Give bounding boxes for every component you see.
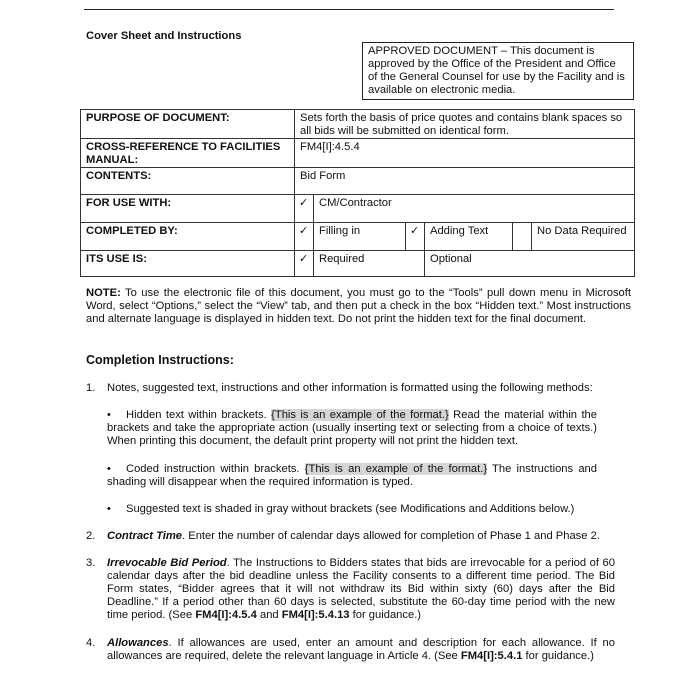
crossref-row	[81, 139, 635, 168]
no-data-required-option: No Data Required	[532, 223, 635, 251]
bullet-1-post: Read the material within the brackets and take the appropriate action (usually inserting text or selecting from a choice of texts.) When printing this document, the default print property will not print the hidden text.	[107, 409, 597, 447]
bullet-2-text	[107, 463, 597, 489]
required-option: Required	[314, 251, 425, 277]
item-4-number: 4.	[86, 637, 96, 649]
bullet-1-example: {This is an example of the format.}	[271, 409, 449, 421]
note-paragraph	[86, 287, 631, 326]
bullet-1-icon: •	[107, 409, 111, 421]
bullet-2-pre: Coded instruction within brackets.	[126, 463, 305, 475]
completion-heading: Completion Instructions:	[86, 353, 234, 367]
purpose-value: Sets forth the basis of price quotes and contains blank spaces so all bids will be submitted on identical form.	[295, 110, 635, 139]
crossref-label: CROSS-REFERENCE TO FACILITIES MANUAL:	[81, 139, 295, 168]
for-use-check-icon: ✓	[295, 195, 314, 223]
item-3-text	[107, 557, 615, 622]
item-1-number: 1.	[86, 382, 96, 394]
use-is-label: ITS USE IS:	[81, 251, 295, 277]
crossref-value: FM4[I]:4.5.4	[295, 139, 635, 168]
completed-by-label: COMPLETED BY:	[81, 223, 295, 251]
item-4-body-a: . If allowances are used, enter an amount and description for each allowance. If no allowances are required, delete the relevant language in Article 4. (See	[107, 637, 615, 662]
item-3-title: Irrevocable Bid Period	[107, 557, 227, 569]
optional-option: Optional	[425, 251, 635, 277]
bullet-3-icon: •	[107, 503, 111, 515]
cover-title: Cover Sheet and Instructions	[86, 30, 242, 42]
filling-in-check-icon: ✓	[295, 223, 314, 251]
bullet-1-pre: Hidden text within brackets.	[126, 409, 272, 421]
filling-in-option: Filling in	[314, 223, 406, 251]
item-4-body-b: for guidance.)	[522, 650, 594, 662]
use-is-row	[81, 251, 635, 277]
adding-text-check-icon: ✓	[406, 223, 425, 251]
note-label: NOTE:	[86, 287, 121, 299]
item-1-text: Notes, suggested text, instructions and other information is formatted using the following methods:	[107, 382, 593, 394]
approved-document-box: APPROVED DOCUMENT – This document is approved by the Office of the President and Office of the General Counsel for use by the Facility and is available on electronic media.	[362, 42, 634, 100]
document-info-table	[80, 109, 635, 277]
item-4-ref: FM4[I]:5.4.1	[460, 650, 523, 662]
for-use-row	[81, 195, 635, 223]
required-check-icon: ✓	[295, 251, 314, 277]
completed-by-row	[81, 223, 635, 251]
purpose-row	[81, 110, 635, 139]
bullet-2-example: {This is an example of the format.}	[304, 463, 488, 475]
item-2-body: . Enter the number of calendar days allowed for completion of Phase 1 and Phase 2.	[182, 530, 600, 542]
purpose-label: PURPOSE OF DOCUMENT:	[81, 110, 295, 139]
no-data-check-box	[513, 223, 532, 251]
item-3-body-a: . The Instructions to Bidders states that bids are irrevocable for a period of 60 calendar days after the bid deadline unless the Facility consents to a different time period. The Bid Form states, “Bidder agrees that it will not withdraw its Bid within sixty (60) days after the Bid Deadline.” If a period other than 60 days is selected, substitute the 60-day time period with the new time period. (See	[107, 557, 615, 621]
adding-text-option: Adding Text	[425, 223, 513, 251]
for-use-label: FOR USE WITH:	[81, 195, 295, 223]
item-4-title: Allowances	[107, 637, 169, 649]
contents-row	[81, 168, 635, 195]
bullet-2-icon: •	[107, 463, 111, 475]
top-rule	[84, 9, 614, 10]
item-2-text	[107, 530, 627, 543]
contents-label: CONTENTS:	[81, 168, 295, 195]
bullet-1-text	[107, 409, 597, 448]
contents-value: Bid Form	[295, 168, 635, 195]
item-3-number: 3.	[86, 557, 96, 569]
note-text: To use the electronic file of this document, you must go to the “Tools” pull down menu in Microsoft Word, select “Options,” select the “View” tab, and then put a check in the box “Hidden text.” Most instructions and alternate language is displayed in hidden text. Do not print the hidden text for the final document.	[86, 287, 631, 325]
bullet-2-post: The instructions and shading will disappear when the required information is typed.	[107, 463, 597, 488]
bullet-3-text: Suggested text is shaded in gray without brackets (see Modifications and Additions below.)	[126, 503, 575, 515]
item-3-and: and	[256, 609, 282, 621]
for-use-value: CM/Contractor	[314, 195, 635, 223]
item-4-text	[107, 637, 615, 663]
item-2-title: Contract Time	[107, 530, 183, 542]
item-2-number: 2.	[86, 530, 96, 542]
item-3-ref-1: FM4[I]:4.5.4	[195, 609, 257, 621]
item-3-ref-2: FM4[I]:5.4.13	[281, 609, 350, 621]
item-3-body-b: for guidance.)	[349, 609, 422, 621]
